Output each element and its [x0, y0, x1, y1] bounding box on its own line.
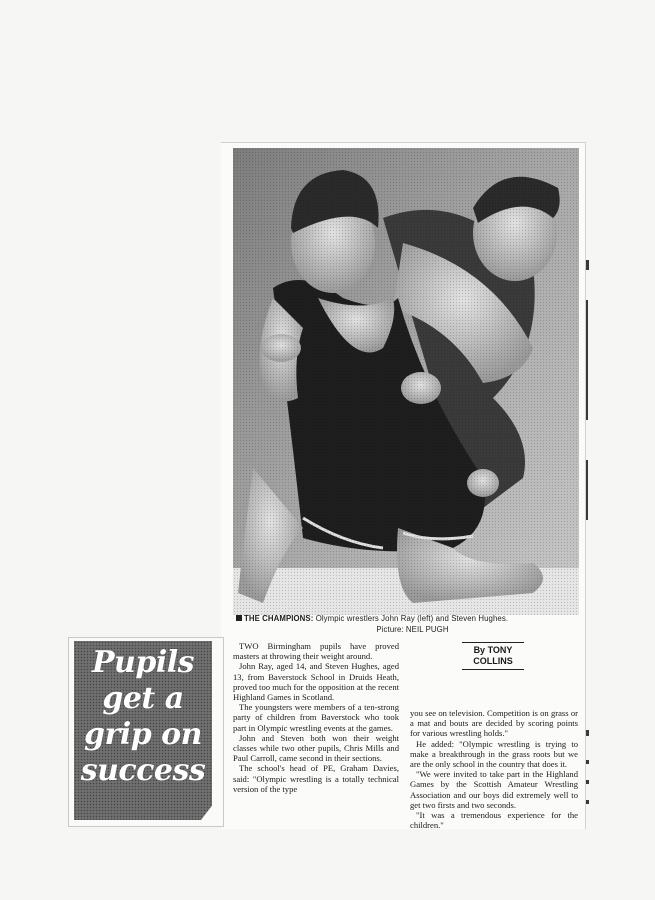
- caption-square-icon: [236, 615, 242, 621]
- headline-line: get a: [102, 681, 184, 716]
- paragraph: TWO Birmingham pupils have proved masters at throwing their weight around.: [233, 641, 399, 662]
- paragraph: The school's head of PE, Graham Davies, said: "Olympic wrestling is a totally technical version of the type: [233, 763, 399, 794]
- paragraph: John and Steven both won their weight classes while two other pupils, Chris Mills and Paul Carroll, came second in their sections.: [233, 732, 399, 764]
- caption-label: THE CHAMPIONS:: [244, 614, 314, 623]
- paragraph: The youngsters were members of a ten-strong party of children from Baverstock who took part in Olympic wrestling events at the games.: [233, 702, 399, 733]
- headline: [74, 645, 212, 789]
- byline-rule: [462, 669, 524, 670]
- byline-rule: [462, 642, 524, 643]
- paragraph: John Ray, aged 14, and Steven Hughes, aged 13, from Baverstock School in Druids Heath, proved too much for the opposition at the recent Highland Games in Scotland.: [233, 661, 399, 703]
- headline-line: grip on: [84, 717, 202, 752]
- article-column-1: [233, 641, 399, 794]
- paragraph: "We were invited to take part in the Highland Games by the Scottish Amateur Wrestling Association and our boys did extremely well to get two firsts and two seconds.: [410, 769, 578, 810]
- headline-line: Pupils: [91, 645, 195, 680]
- caption-credit: Picture: NEIL PUGH: [376, 625, 449, 634]
- article-column-2: [410, 708, 578, 830]
- paragraph: you see on television. Competition is on grass or a mat and bouts are decided by scoring points for various wrestling holds.": [410, 708, 578, 739]
- photo-caption: [236, 613, 579, 635]
- byline-prefix: By: [473, 645, 486, 655]
- headline-line: success: [80, 753, 206, 788]
- paragraph: "It was a tremendous experience for the children.": [410, 810, 578, 831]
- byline-name-1: TONY: [487, 645, 513, 655]
- wrestlers-photo: [233, 148, 579, 615]
- byline: [462, 642, 524, 670]
- paragraph: He added: "Olympic wrestling is trying to make a breakthrough in the grass roots but we are the only school in the country that does it.: [410, 738, 578, 770]
- byline-name-2: COLLINS: [473, 656, 513, 666]
- page-edge-marks: [586, 260, 594, 820]
- caption-text: Olympic wrestlers John Ray (left) and Steven Hughes.: [315, 614, 509, 623]
